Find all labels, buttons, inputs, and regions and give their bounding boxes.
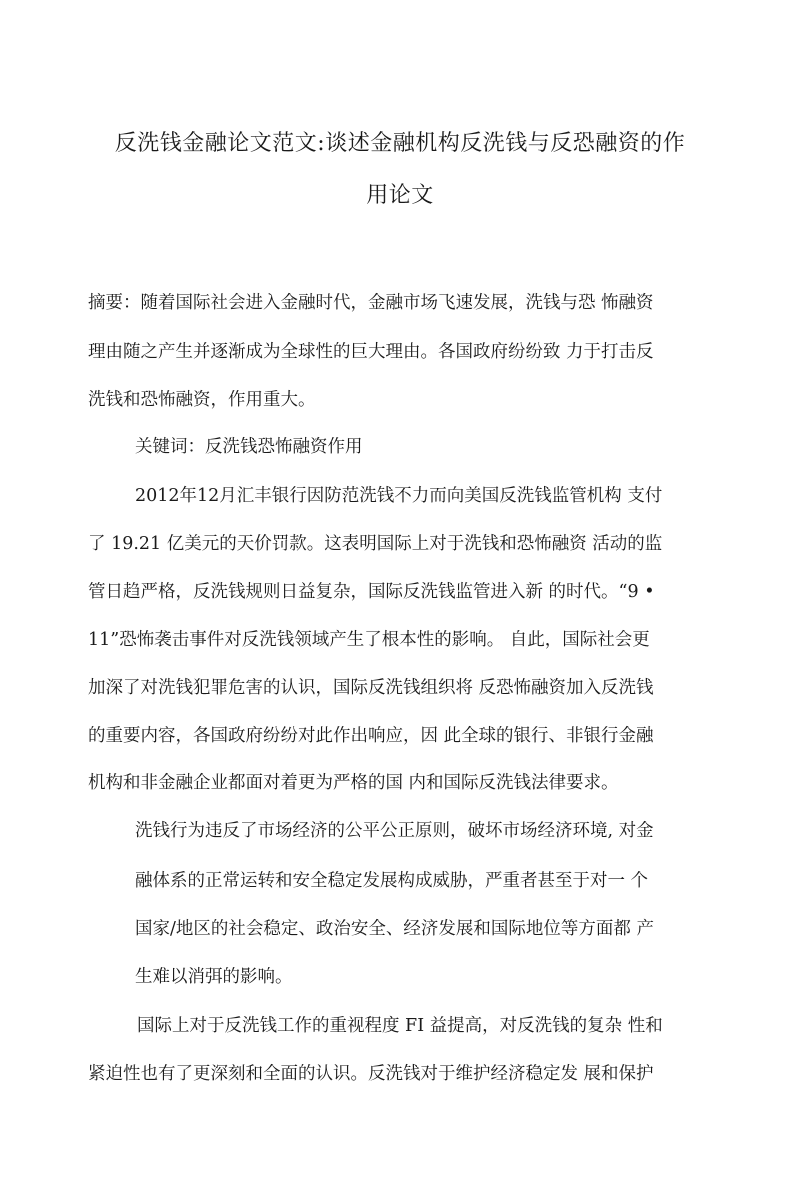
paragraph-line: 洗钱行为违反了市场经济的公平公正原则，破坏市场经济环境, 对金 [135, 821, 654, 841]
document-title [60, 118, 740, 222]
paragraph-line: 的重要内容，各国政府纷纷对此作出响应，因 此全球的银行、非银行金融 [88, 726, 654, 746]
paragraph-line: 11”恐怖袭击事件对反洗钱领域产生了根本性的影响。 自此，国际社会更 [88, 630, 650, 650]
paragraph-line: 2012年12月汇丰银行因防范洗钱不力而向美国反洗钱监管机构 支付 [135, 486, 663, 506]
abstract-line: 理由随之产生并逐渐成为全球性的巨大理由。各国政府纷纷致 力于打击反 [88, 342, 654, 362]
abstract-line: 摘要：随着国际社会进入金融时代，金融市场飞速发展，洗钱与恐 怖融资 [88, 293, 654, 313]
paragraph-line: 机构和非金融企业都面对着更为严格的国 内和国际反洗钱法律要求。 [88, 773, 619, 793]
paragraph-line: 国家/地区的社会稳定、政治安全、经济发展和国际地位等方面都 产 [135, 919, 654, 939]
paragraph-line: 生难以消弭的影响。 [135, 967, 293, 987]
paragraph-line: 紧迫性也有了更深刻和全面的认识。反洗钱对于维护经济稳定发 展和保护 [88, 1064, 654, 1084]
paragraph-line: 管日趋严格，反洗钱规则日益复杂，国际反洗钱监管进入新 的时代。“9 • [88, 582, 655, 602]
paragraph-line: 加深了对洗钱犯罪危害的认识，国际反洗钱组织将 反恐怖融资加入反洗钱 [88, 678, 654, 698]
paragraph-line: 融体系的正常运转和安全稳定发展构成威胁，严重者甚至于对一 个 [135, 871, 649, 891]
keywords-line: 关键词：反洗钱恐怖融资作用 [135, 437, 363, 457]
paragraph-line: 了 19.21 亿美元的天价罚款。这表明国际上对于洗钱和恐怖融资 活动的监 [88, 534, 663, 554]
title-line: 用论文 [366, 183, 434, 208]
title-line: 反洗钱金融论文范文:谈述金融机构反洗钱与反恐融资的作 [114, 131, 686, 156]
paragraph-line: 国际上对于反洗钱工作的重视程度 FI 益提高，对反洗钱的复杂 性和 [137, 1016, 663, 1036]
abstract-line: 洗钱和恐怖融资，作用重大。 [88, 390, 316, 410]
